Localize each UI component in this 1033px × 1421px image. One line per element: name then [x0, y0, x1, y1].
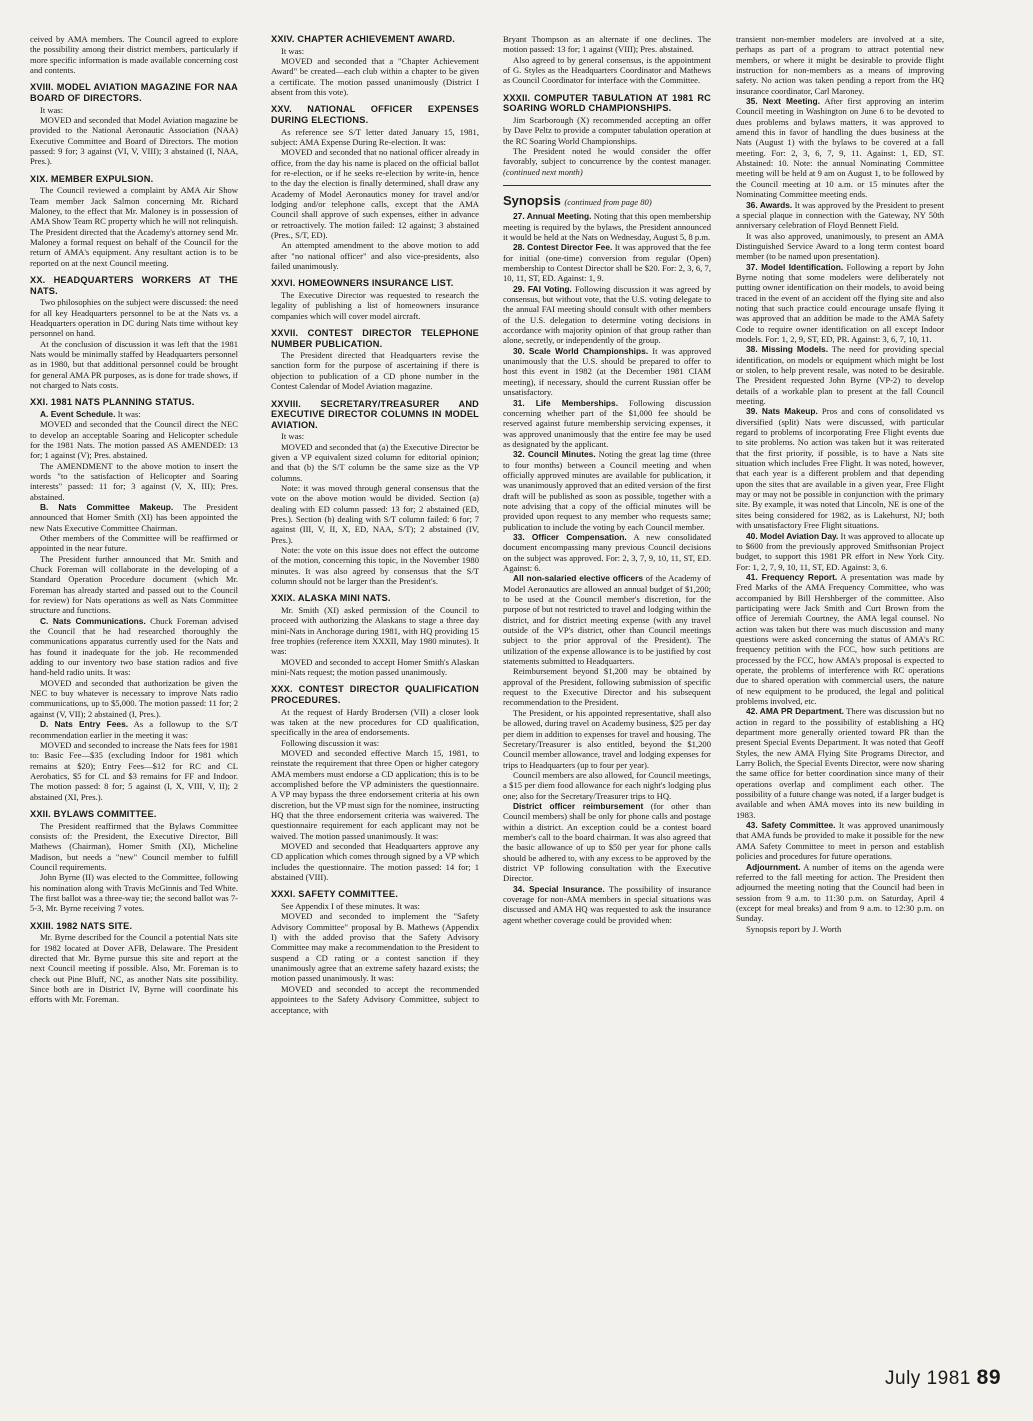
item-title: All non-salaried elective officers: [513, 573, 644, 584]
paragraph: The Council reviewed a complaint by AMA Air Show Team member Jack Salmon concerning Mr. Richard Maloney, to the effect that Mr. Maloney is in possession of AMA Show Team RC property which he will not relinquish. The President directed that the Academy's attorney send Mr. Maloney a formal request on behalf of the Council for the return of AMA's equipment. Any resultant action is to be reported on at the next Council meeting.: [30, 185, 238, 268]
item-title: 41. Frequency Report.: [746, 571, 838, 582]
item-text: A new consolidated document encompassing many previous Council decisions on the subject was approved. For: 2, 3, 7, 9, 10, 11, ST, ED. Against: 6.: [503, 531, 711, 573]
section-heading-xxiii: XXIII. 1982 NATS SITE.: [30, 920, 133, 931]
subheading: B. Nats Committee Makeup.: [40, 501, 174, 512]
item-title: 38. Missing Models.: [746, 344, 829, 355]
synopsis-item: [736, 96, 944, 199]
section-heading-xxxi: XXXI. SAFETY COMMITTEE.: [271, 889, 398, 900]
paragraph-text: As a followup to the S/T recommendation earlier in the meeting it was:: [30, 719, 238, 740]
item-text: Following discussion it was agreed by consensus, but without vote, that the U.S. voting delegate to the annual FAI meeting should consult with other members of the U.S. delegation to determine voting decisions in accordance with majority opinion of that group rather than alone, secretly, or independently of the group.: [503, 283, 711, 346]
item-text: A number of items on the agenda were referred to the fall meeting for action. The President then adjourned the meeting noting that the Council had been in session from 9 a.m. to 11:30 p.m. on Saturday, April 4 (except for meal breaks) and from 9 a.m. to 12:30 p.m. on Sunday.: [736, 861, 944, 924]
page-number: 89: [976, 1366, 1001, 1389]
paragraph: MOVED and seconded to implement the "Safety Advisory Committee" proposal by B. Mathews (Appendix I) with the added proviso that the Safety Advisory Committee may make a recommendation to the President to suspend a CD rating or a contest sanction if they unanimously agree that an extreme safety hazard exists; the motion passed unanimously. It was:: [271, 911, 479, 984]
paragraph: The President further announced that Mr. Smith and Chuck Foreman will collaborate in the developing of a Standard Operation Procedure document (which Mr. Foreman has already started and passed out to the Council for review) for Nats operations as well as Nats Committee structure and functions.: [30, 553, 238, 616]
paragraph: MOVED and seconded that (a) the Executive Director be given a VP equivalent sized column for editorial opinion; and that (b) the S/T column be the same size as the VP columns.: [271, 441, 479, 483]
paragraph: MOVED and seconded effective March 15, 1981, to reinstate the requirement that three Open or higher category AMA members must endorse a CD application; this is to be accomplished before the VP administers the questionnaire. A VP may bypass the three endorsement criteria at his own discretion, but the VP must sign for the nominee, instructing HQ that the three endorsement criteria was waivered. The questionnaire requirement for each applicant may not be waived. The motion passed unanimously. It was:: [271, 748, 479, 841]
item-text: The possibility of insurance coverage for non-AMA members in special situations was discussed and AMA HQ was requested to ask the insurance agent whether coverage could be provided when:: [503, 883, 711, 925]
item-text: It was approved that the fee for initial (one-time) conversion from regular (Open) membership to Contest Director shall be $20. For: 2, 3, 6, 7, 10, 11, ST, ED. Against: 1, 9.: [503, 242, 711, 284]
paragraph: See Appendix I of these minutes. It was:: [281, 901, 420, 912]
paragraph: [503, 146, 711, 177]
paragraph: Two philosophies on the subject were discussed: the need for all key Headquarters personnel to be at the Nats vs. a Headquarters operation in DC during Nats time without key personnel on hand.: [30, 297, 238, 339]
synopsis-item: [503, 449, 711, 532]
report-credit: Synopsis report by J. Worth: [746, 923, 842, 934]
section-heading-xxix: XXIX. ALASKA MINI NATS.: [271, 593, 391, 604]
paragraph: MOVED and seconded that Headquarters approve any CD application which comes through signed by a VP which includes the questionnaire. The motion passed: 14 for; 1 abstained (VIII).: [271, 841, 479, 883]
continued-from-note: (continued from page 80): [564, 196, 652, 207]
section-heading-xxii: XXII. BYLAWS COMMITTEE.: [30, 808, 157, 819]
paragraph: The Executive Director was requested to research the legality of publishing a list of homeowners insurance companies which will cover model aircraft.: [271, 289, 479, 321]
continued-note: (continued next month): [503, 166, 583, 177]
paragraph-text: Chuck Foreman advised the Council that he had researched thoroughly the communications apparatus currently used for the Nats and has found it inadequate for the job. He recommended adding to our inventory two base station radios and five hand-held radio units. It was:: [30, 615, 238, 678]
item-text: It was approved unanimously that the U.S. should be prepared to offer to host this event in 1982 (at the December 1981 CIAM meeting), if necessary, should the current Russian offer be unsatisfactory.: [503, 345, 711, 398]
paragraph: Also agreed to by general consensus, is the appointment of G. Styles as the Headquarters Coordinator and Mathews as Council Coordinator for interface with the Committee.: [503, 54, 711, 86]
paragraph: MOVED and seconded that the Council direct the NEC to develop an acceptable Soaring and Helicopter schedule for the 1981 Nats. The motion passed AS AMENDED: 13 for; 1 against (V); Pres. abstained.: [30, 419, 238, 461]
synopsis-item: [736, 706, 944, 820]
section-heading-xxv: XXV. NATIONAL OFFICER EXPENSES DURING ELECTIONS.: [271, 104, 479, 125]
paragraph: It was:: [40, 104, 64, 115]
subheading: D. Nats Entry Fees.: [40, 719, 129, 730]
section-heading-xxxii: XXXII. COMPUTER TABULATION AT 1981 RC SOARING WORLD CHAMPIONSHIPS.: [503, 92, 711, 114]
item-text: The need for providing special identification, on models or equipment which might be lost or stolen, to help prevent resale, was noted to be desirable. The President requested John Byrne (VP-2) to develop details of a workable plan to present at the fall Council meeting.: [736, 344, 944, 407]
section-heading-xxx: XXX. CONTEST DIRECTOR QUALIFICATION PROCEDURES.: [271, 684, 479, 706]
item-text: There was discussion but no action in regard to the possibility of establishing a HQ department more generally oriented toward PR than the present Special Events Department. It was noted that Geoff Styles, the new AMA Flying Site Programs Director, and Larry Bolich, the Special Events Director, were now sharing the same office for better coordination since many of their operations overlap and compliment each other. The possibility of a future change was noted, if a larger budget is available and when AMA moves into its new building in 1983.: [736, 706, 944, 820]
paragraph: [30, 502, 238, 533]
item-title: Adjournment.: [746, 861, 801, 872]
item-text: It was approved to allocate up to $600 from the previously approved Smithsonian Project budget, to support this 1981 PR effort in New York City. For: 1, 2, 7, 9, 10, 11, ST, ED. Against: 3, 6.: [736, 530, 944, 572]
item-title: 27. Annual Meeting.: [513, 211, 592, 222]
synopsis-item: [503, 284, 711, 346]
section-heading-xxi: XXI. 1981 NATS PLANNING STATUS.: [30, 397, 195, 408]
synopsis-item: [503, 242, 711, 283]
synopsis-heading: [503, 192, 711, 208]
item-title: 30. Scale World Championships.: [513, 345, 649, 356]
paragraph-text: It was:: [117, 408, 141, 419]
paragraph: MOVED and seconded to accept Homer Smith's Alaskan mini-Nats request; the motion passed unanimously.: [271, 656, 479, 678]
synopsis-item: [503, 532, 711, 573]
column-3: [503, 34, 711, 925]
synopsis-item: [503, 884, 711, 925]
paragraph: ceived by AMA members. The Council agreed to explore the possibility among their district members, particularly if more specific information is made available concerning cost and contents.: [30, 34, 238, 76]
paragraph: [503, 801, 711, 884]
item-title: 32. Council Minutes.: [513, 449, 596, 460]
paragraph: MOVED and seconded to increase the Nats fees for 1981 to: Basic Fee—$35 (excluding Indoor for 1981 which remains at $20); Entry Fees—$12 for RC and CL Aerobatics, $5 for CL and $3 remains for FF and Indoor. The motion passed: 8 for; 5 against (I, X, VIII, V, II); 2 abstained (XI, Pres.).: [30, 739, 238, 802]
paragraph: Jim Scarborough (X) recommended accepting an offer by Dave Peltz to provide a computer tabulation operation at the RC Soaring World Championships.: [503, 114, 711, 146]
footer-date: July 1981: [885, 1368, 971, 1389]
section-heading-xxvi: XXVI. HOMEOWNERS INSURANCE LIST.: [271, 278, 454, 289]
item-title: 40. Model Aviation Day.: [746, 530, 839, 541]
paragraph: MOVED and seconded that authorization be given the NEC to buy whatever is necessary to improve Nats radio communications, up to $5,000. The motion passed: 11 for; 2 against (V, VII); 2 abstained (I, Pres.).: [30, 677, 238, 719]
item-text: A presentation was made by Fred Marks of the AMA Frequency Committee, who was accompanied by Bill Hershberger of the committee. Also participating were Jack Smith and Curt Brown from the office of Jeremiah Courtney, the AMA legal counsel. No action was taken but there was much discussion and many questions were asked concerning the status of AMA's RC frequency petition with the FCC, how such petitions are processed by the FCC, how AMA's proposal is expected to operate, the problems of interference with RC operations due to shared operation with commercial users, the nature of new equipment to be produced, the legal and political problems involved, etc.: [736, 571, 944, 706]
synopsis-item: [736, 572, 944, 706]
synopsis-item: [736, 531, 944, 572]
paragraph: Following discussion it was:: [281, 737, 380, 748]
paragraph: As reference see S/T letter dated January 15, 1981, subject: AMA Expense During Re-election. It was:: [271, 126, 479, 147]
synopsis-item: [503, 211, 711, 242]
paragraph: It was:: [281, 431, 305, 442]
paragraph: At the conclusion of discussion it was left that the 1981 Nats would be minimally staffed by Headquarters personnel as in 1980, but that additional personnel could be brought for general AMA PR purposes, as is done for trade shows, if not charged to Nats costs.: [30, 338, 238, 390]
item-text: of the Academy of Model Aeronautics are allowed an annual budget of $1,200; to be used at the Council member's discretion, for the purpose of but not restricted to travel and lodging within the district, and for district meeting expense (with any travel outside of the VP's district, other than Council meetings subject to the prior approval of the President). The utilization of the expense allowance is to be justified by cost statements submitted to Headquarters.: [503, 573, 711, 667]
synopsis-item: [503, 346, 711, 398]
paragraph: The President reaffirmed that the Bylaws Committee consists of: the President, the Executive Director, Bill Mathews (Chairman), Homer Smith (XI), Micheline Madison, but needs a "new" Council member to fulfill Council requirements.: [30, 820, 238, 872]
paragraph: [30, 719, 238, 740]
item-title: 35. Next Meeting.: [746, 96, 820, 107]
item-title: 36. Awards.: [746, 199, 793, 210]
paragraph: MOVED and seconded that no national officer already in office, from the day his name is placed on the official ballot for re-election, or if he seeks re-election by write-in, hence to the day the election is finally determined, shall draw any Academy of Model Aeronautics money for travel and/or lodging and/or telephone calls, except that the AMA Council shall approve of such expenses, either in advance or retroactively. The motion failed: 12 against; 3 abstained (Pres., S/T, ED).: [271, 147, 479, 240]
paragraph: The President directed that Headquarters revise the sanction form for the purpose of ascertaining if there is objection to publication of a CD phone number in the Contest Calendar of Model Aviation magazine.: [271, 350, 479, 392]
paragraph: transient non-member modelers are involved at a site, perhaps as part of a program to attract potential new members, or where it might be desirable to provide flight instruction for non-members as a means of improving safety. No action was taken pending a report from the HQ insurance coordinator, Carl Maroney.: [736, 34, 944, 96]
item-text: Following discussion concerning whether part of the $1,000 fee should be reserved against future membership servicing expenses, it was approved unanimously that the entire fee may be used as designated by the applicant.: [503, 397, 712, 449]
column-4: [736, 34, 944, 934]
paragraph: It was also approved, unanimously, to present an AMA Distinguished Service Award to a long term contest board member (to be named upon presentation).: [736, 230, 944, 262]
divider: [503, 185, 711, 186]
item-text: It was approved by the President to present a special plaque in connection with the Gateway, NY 50th anniversary celebration of Floyd Bennett Field.: [736, 199, 944, 231]
paragraph-text: The President announced that Homer Smith (XI) has been appointed the new Nats Executive Committee Chairman.: [30, 501, 238, 533]
paragraph: At the request of Hardy Brodersen (VII) a closer look was taken at the new procedures for CD qualification, specifically in the area of endorsements.: [271, 706, 479, 738]
item-title: 34. Special Insurance.: [513, 883, 605, 894]
paragraph: [30, 409, 238, 419]
item-title: 31. Life Memberships.: [513, 397, 619, 408]
paragraph: The President, or his appointed representative, shall also be allowed, during travel on Academy business, $25 per day per diem in addition to expenses for travel and housing. The Secretary/Treasurer is also entitled, beyond the $1,200 Council member allowance, travel and lodging expenses for trips to Headquarters (up to four per year).: [503, 707, 711, 770]
section-heading-xxviii: XXVIII. SECRETARY/TREASURER AND EXECUTIVE DIRECTOR COLUMNS IN MODEL AVIATION.: [271, 398, 479, 430]
section-heading-xix: XIX. MEMBER EXPULSION.: [30, 173, 154, 184]
item-title: 29. FAI Voting.: [513, 283, 572, 294]
item-text: (for other than Council members) shall be only for phone calls and postage within a district. An exception could be a contest board member's call to the board chairman. It was also agreed that the basic allowance of up to $50 per year for phone calls should be adhered to, with any excess to be approved by the district VP following consultation with the Executive Director.: [503, 800, 711, 884]
synopsis-title: Synopsis: [503, 192, 561, 208]
page-footer: [885, 1366, 1001, 1390]
item-title: 42. AMA PR Department.: [746, 706, 844, 717]
paragraph: Other members of the Committee will be reaffirmed or appointed in the near future.: [30, 532, 238, 554]
column-2: [271, 34, 479, 1015]
item-text: Noting the great lag time (three to four months) between a Council meeting and when officially approved minutes are available for publication, it was unanimously approved that an edited version of the first draft will be published as soon as possible, together with a note advising that a copy of the official minutes will be provided upon request to any member who requests same; publication to include the voting by each Council member.: [503, 449, 711, 532]
section-heading-xx: XX. HEADQUARTERS WORKERS AT THE NATS.: [30, 274, 238, 296]
item-text: After first approving an interim Council meeting in Washington on June 6 to be devoted to dues problems and bylaws matters, it was approved to amend this in favor of handling the dues business at the Nats (August 1) with the bylaws to be covered at a fall meeting. For: 2, 3, 6, 7, 9, 11. Against: 1, ED, ST. Abstained: 10. Note: the annual Nominating Committee meeting will be held at 9 am on August 1, to be followed by the Council meeting at 10 a.m. or 15 minutes after the Nominating Committee meeting ends.: [736, 96, 944, 200]
synopsis-item: [736, 862, 944, 924]
paragraph: Bryant Thompson as an alternate if one declines. The motion passed: 13 for; 1 against (VIII); Pres. abstained.: [503, 34, 711, 55]
subheading: A. Event Schedule.: [40, 408, 116, 419]
section-heading-xxiv: XXIV. CHAPTER ACHIEVEMENT AWARD.: [271, 34, 456, 44]
synopsis-item: [736, 344, 944, 406]
paragraph: Mr. Smith (XI) asked permission of the Council to proceed with authorizing the Alaskans to stage a three day mini-Nats in Anchorage during 1981, with HQ providing 15 free trophies (reference item XXXII, May 1980 minutes). It was:: [271, 605, 479, 657]
item-text: Noting that this open membership meeting is required by the bylaws, the President announced it would be held at the Nats on Wednesday, August 5, 8 p.m.: [503, 211, 711, 242]
column-1: [30, 34, 238, 1005]
paragraph: Note: it was moved through general consensus that the vote on the above motion would be divided. Section (a) dealing with ED column passed: 13 for; 2 abstained (ED, Pres.). Section (b) dealing with S/T column failed: 6 for; 7 against (III, V, II, X, ED, NAA, S/T); 2 abstained (IV, Pres.).: [271, 483, 479, 545]
paragraph: Council members are also allowed, for Council meetings, a $15 per diem food allowance for each night's lodging plus one; also for the Secretary/Treasurer trips to HQ.: [503, 769, 711, 801]
paragraph: Reimbursement beyond $1,200 may be obtained by approval of the President, following submission of specific request to the Executive Director and his subsequent recommendation to the President.: [503, 666, 711, 708]
synopsis-item: [736, 820, 944, 861]
item-text: Pros and cons of consolidated vs diversified (split) Nats were discussed, with particular regard to problems of incorporating Free Flight events due to site problems. No action was taken but it was reiterated that the first priority, if possible, is to have a Nats site situation which includes Free Flight. It was noted, however, that each year is a different problem and that depending upon the sites that are available in a given year, Free Flight may or may not be possible in conjunction with the primary site. By example, it was noted that Lincoln, NE is one of the sites being considered for 1982, as is Lakehurst, NJ; both with unsatisfactory Free Flight situations.: [736, 406, 944, 531]
paragraph: MOVED and seconded that a "Chapter Achievement Award" be created—each club within a chapter to be given a certificate. The motion passed unanimously (District I absent from this vote).: [271, 55, 479, 97]
item-text: Following a report by John Byrne noting that some modelers were deliberately not putting owner identification on their models, to avoid being traced in the event of an accident off the flying site and also noting that such practice could encourage unsafe flying it was approved that an addition be made to the AMA Safety Code to require owner identification on all except Indoor models. For: 1, 2, 9, ST, ED, PR. Against: 3, 6, 7, 10, 11.: [736, 261, 944, 344]
section-heading-xxvii: XXVII. CONTEST DIRECTOR TELEPHONE NUMBER PUBLICATION.: [271, 327, 479, 349]
item-title: District officer reimbursement: [513, 800, 644, 811]
paragraph: Mr. Byrne described for the Council a potential Nats site for 1982 located at Dover AFB, Delaware. The President directed that Mr. Byrne pursue this site and report at the next Council meeting if possible. Also, Mr. Foreman is to check out Pine Bluff, NC, as another Nats site possibility. Since both are in District IV, Byrne will coordinate his efforts with Mr. Foreman.: [30, 932, 238, 1005]
item-title: 43. Safety Committee.: [746, 820, 836, 831]
paragraph: Note: the vote on this issue does not effect the outcome of the motion, concerning this topic, in the November 1980 minutes. It was also agreed by consensus that the S/T column should not be larger than the President's.: [271, 545, 479, 587]
synopsis-item: [503, 398, 711, 450]
subheading: C. Nats Communications.: [40, 615, 146, 626]
paragraph: The AMENDMENT to the above motion to insert the words "to the satisfaction of Helicopter and Soaring interests" passed: 11 for; 3 against (V, X, III); Pres. abstained.: [30, 460, 238, 502]
item-title: 39. Nats Makeup.: [746, 406, 818, 417]
paragraph: MOVED and seconded to accept the recommended appointees to the Safety Advisory Committee, subject to acceptance, with: [271, 983, 479, 1015]
item-title: 28. Contest Director Fee.: [513, 242, 613, 253]
synopsis-item: [736, 200, 944, 231]
paragraph-text: The President noted he would consider the offer favorably, subject to concurrence by the contest manager.: [503, 145, 711, 167]
paragraph: [503, 573, 711, 666]
paragraph: [30, 616, 238, 678]
synopsis-item: [736, 262, 944, 345]
paragraph: MOVED and seconded that Model Aviation magazine be provided to the National Aeronautic Association (NAA) Executive Committee and Board of Directors. The motion passed: 9 for; 3 against (VI, V, VIII); 3 abstained (I, NAA, Pres.).: [30, 114, 238, 167]
paragraph: It was:: [281, 45, 305, 56]
item-title: 37. Model Identification.: [746, 261, 844, 272]
item-title: 33. Officer Compensation.: [513, 531, 627, 542]
paragraph: An attempted amendment to the above motion to add after "no national officer" and also vice-presidents, also failed unanimously.: [271, 240, 479, 271]
paragraph: John Byrne (II) was elected to the Committee, following his nomination along with Travis McGinnis and Ted White. The first ballot was a three-way tie; the second ballot was 7-5-3, Mr. Byrne receiving 7 votes.: [30, 872, 238, 914]
synopsis-item: [736, 406, 944, 530]
item-text: It was approved unanimously that AMA funds be provided to make it possible for the new AMA Safety Committee to meet in person and establish policies and procedures for future operations.: [736, 820, 944, 862]
section-heading-xviii: XVIII. MODEL AVIATION MAGAZINE FOR NAA BOARD OF DIRECTORS.: [30, 82, 238, 103]
